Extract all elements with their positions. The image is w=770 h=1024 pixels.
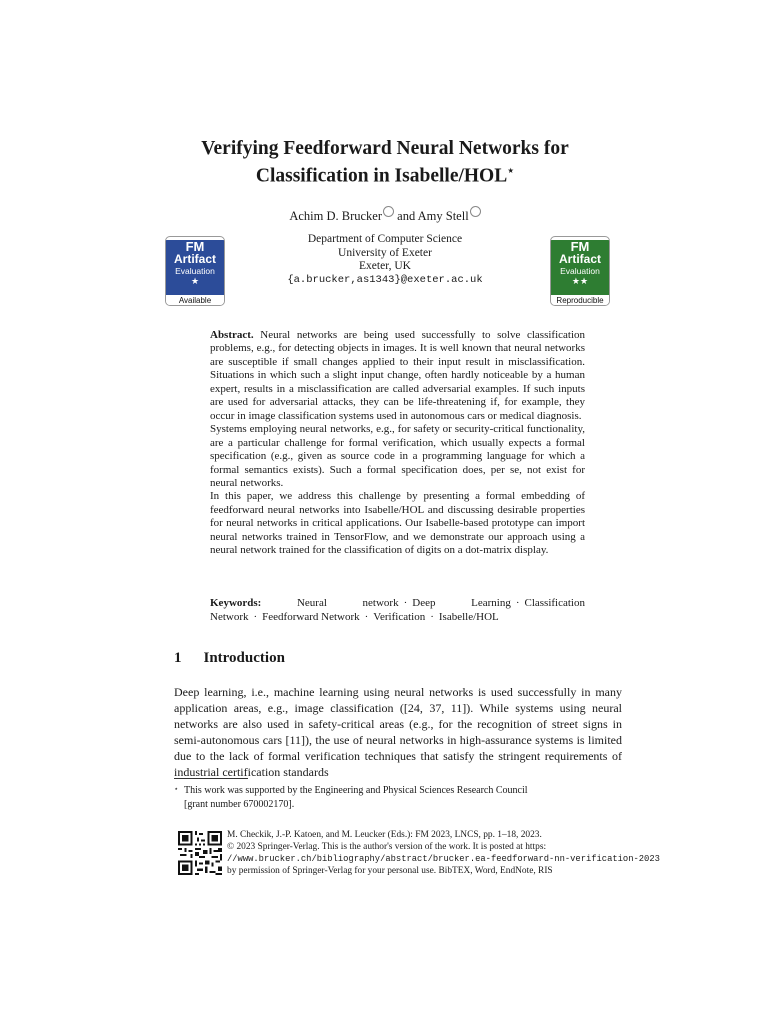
- footnote-line-1: This work was supported by the Engineering and Physical Sciences Research Council: [184, 785, 528, 796]
- keyword: Deep Learning: [412, 597, 511, 609]
- colophon-url[interactable]: //www.brucker.ch/bibliography/abstract/brucker.ea-feedforward-nn-verification-2023: [227, 854, 660, 864]
- keyword: Isabelle/HOL: [438, 610, 499, 623]
- keywords: [210, 597, 585, 624]
- affiliation-university: University of Exeter: [338, 246, 432, 259]
- keyword: Neural network: [296, 597, 399, 609]
- badge-evaluation-label: Evaluation: [560, 266, 600, 276]
- keyword-separator: ·: [364, 610, 369, 623]
- abstract-paragraph-3: In this paper, we address this challenge by presenting a formal embedding of feedforward neural networks into Isabelle/HOL and discussing desirable properties for neural networks in critical applications. Our Isabelle-based prototype can import neural networks trained in TensorFlow, and we demonstrate our approach using a neural network trained for the classification of digits on a dot-matrix display.: [210, 490, 585, 557]
- intro-paragraph: Deep learning, i.e., machine learning using neural networks is used successfully in many application areas, e.g., image classification ([24, 37, 11]). While systems using neural networks are also used in safety-critical areas (e.g., for the recognition of street signs in semi-autonomous cars [11]), the use of neural networks in high-assurance systems is limited due to the lack of formal verification techniques that satisfy the stringent requirements of industrial certification standards: [174, 685, 622, 779]
- badge-status-reproducible: Reproducible: [551, 295, 609, 306]
- qr-code-icon[interactable]: [178, 831, 222, 875]
- keyword-separator: ·: [430, 610, 434, 623]
- colophon-line-2: © 2023 Springer-Verlag. This is the author's version of the work. It is posted at https:: [227, 842, 547, 852]
- abstract-text-1: Neural networks are being used successfully to solve classification problems, e.g., for detecting objects in images. It is well known that neural networks are susceptible if small changes applied to their input result in misclassification. Situations in which such a slight input change, often hardly noticeable by a human expert, results in a misclassification are called adversarial examples. If such inputs are used for adversarial attacks, they can be life-threatening if, for example, they occur in image classification systems used in autonomous cars or medical diagnosis.: [210, 329, 586, 422]
- author-separator: and: [394, 209, 418, 223]
- keyword-separator: ·: [515, 597, 520, 609]
- affiliation-department: Department of Computer Science: [307, 233, 463, 245]
- artifact-badge-reproducible[interactable]: [550, 236, 610, 306]
- artifact-badge-available[interactable]: [165, 236, 225, 306]
- colophon: [227, 829, 660, 877]
- abstract-paragraph-2: Systems employing neural networks, e.g., for safety or security-critical functionality, are a particular challenge for formal verification, which usually expects a formal specification (e.g., given as source code in a programming language for which a formal semantics exists). Such a formal specification does, per se, not exist for neural networks.: [210, 423, 585, 489]
- paper-title: [120, 137, 650, 188]
- keyword-separator: ·: [253, 610, 258, 623]
- keywords-label: Keywords:: [210, 597, 262, 609]
- keyword: Feedforward Network: [262, 610, 360, 623]
- badge-fm-label: FM: [570, 239, 590, 254]
- colophon-line-4: by permission of Springer-Verlag for your personal use. BibTEX, Word, EndNote, RIS: [227, 866, 553, 876]
- title-line-2: [120, 160, 650, 188]
- orcid-icon[interactable]: [470, 206, 481, 217]
- badge-artifact-label: Artifact: [558, 252, 601, 266]
- author-stell: Amy Stell: [417, 209, 469, 223]
- badge-status-available: Available: [166, 295, 224, 306]
- badge-evaluation-label: Evaluation: [175, 266, 215, 276]
- footnote: [174, 783, 622, 811]
- abstract-paragraph-1: [210, 329, 585, 423]
- star-icon: ★: [190, 276, 200, 286]
- orcid-icon[interactable]: [383, 206, 394, 217]
- abstract-label: Abstract.: [210, 329, 254, 341]
- affiliation-email[interactable]: {a.brucker,as1343}@exeter.ac.uk: [287, 273, 483, 286]
- badge-available-top: [166, 240, 224, 295]
- badge-artifact-label: Artifact: [173, 252, 216, 266]
- title-footnote-mark[interactable]: ⋆: [507, 165, 515, 177]
- badge-fm-label: FM: [185, 239, 205, 254]
- section-number: 1: [174, 650, 182, 666]
- keyword-separator: ·: [403, 597, 408, 609]
- section-title: Introduction: [203, 650, 285, 666]
- star-icon: ★★: [571, 276, 589, 286]
- footnote-line-2: [grant number 670002170].: [184, 798, 295, 810]
- abstract: [210, 329, 585, 558]
- title-line-1: Verifying Feedforward Neural Networks for: [201, 138, 569, 159]
- footnote-mark: ⋆: [174, 785, 179, 793]
- section-heading: [174, 650, 285, 667]
- keyword: Classification Network: [210, 597, 585, 623]
- colophon-line-1: M. Checkik, J.-P. Katoen, and M. Leucker (Eds.): FM 2023, LNCS, pp. 1–18, 2023.: [227, 830, 542, 840]
- author-brucker: Achim D. Brucker: [289, 209, 383, 223]
- affiliation: [230, 233, 540, 287]
- keyword: Verification: [373, 610, 426, 623]
- footnote-rule: [174, 778, 248, 779]
- author-list: [160, 206, 610, 224]
- title-line-2-text: Classification in Isabelle/HOL: [255, 165, 508, 187]
- badge-reproducible-top: [551, 240, 609, 295]
- affiliation-city: Exeter, UK: [359, 260, 411, 272]
